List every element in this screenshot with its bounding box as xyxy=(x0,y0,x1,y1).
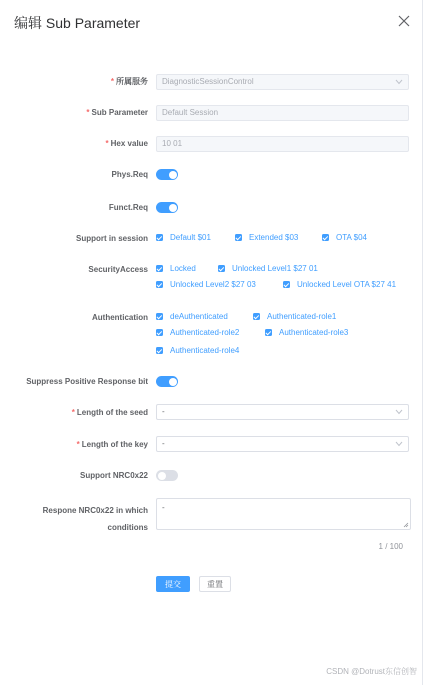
nrc-conditions-value: - xyxy=(162,503,165,512)
authentication-label: Authentication xyxy=(92,313,148,322)
checkbox-unlocked-level2[interactable]: Unlocked Level2 $27 03 xyxy=(156,280,256,289)
checkbox-checked-icon xyxy=(156,281,163,288)
watermark: CSDN @Dotrust东信创智 xyxy=(326,667,417,676)
phys-req-switch[interactable] xyxy=(156,169,178,180)
nrc-conditions-label-line2: conditions xyxy=(107,523,148,532)
checkbox-checked-icon xyxy=(156,329,163,336)
switch-knob xyxy=(169,171,177,179)
checkbox-auth-role2[interactable]: Authenticated-role2 xyxy=(156,328,239,337)
hex-value-label: * Hex value xyxy=(105,139,148,148)
chevron-down-icon xyxy=(395,441,403,447)
checkbox-checked-icon xyxy=(283,281,290,288)
hex-value-placeholder: 10 01 xyxy=(162,139,183,148)
checkbox-checked-icon xyxy=(253,313,260,320)
checkbox-checked-icon xyxy=(218,265,225,272)
checkbox-auth-role4[interactable]: Authenticated-role4 xyxy=(156,346,239,355)
checkbox-unlocked-level1[interactable]: Unlocked Level1 $27 01 xyxy=(218,264,318,273)
sub-parameter-label: * Sub Parameter xyxy=(86,108,148,117)
dialog-title: 编辑 Sub Parameter xyxy=(14,15,141,31)
phys-req-label: Phys.Req xyxy=(111,170,148,179)
checkbox-default-01[interactable]: Default $01 xyxy=(156,233,211,242)
submit-button[interactable]: 提交 xyxy=(156,576,190,592)
close-icon[interactable] xyxy=(393,10,415,32)
checkbox-unlocked-level-ota[interactable]: Unlocked Level OTA $27 41 xyxy=(283,280,396,289)
checkbox-checked-icon xyxy=(156,234,163,241)
service-label: * 所属服务 xyxy=(110,77,148,86)
security-access-label: SecurityAccess xyxy=(88,265,148,274)
checkbox-ota-04[interactable]: OTA $04 xyxy=(322,233,367,242)
service-select[interactable] xyxy=(156,74,409,90)
nrc-conditions-label xyxy=(0,502,148,536)
char-counter: 1 / 100 xyxy=(378,542,403,551)
seed-length-select[interactable] xyxy=(156,404,409,420)
dialog-header xyxy=(0,0,423,44)
checkbox-checked-icon xyxy=(156,313,163,320)
switch-knob xyxy=(169,378,177,386)
key-length-select[interactable] xyxy=(156,436,409,452)
sub-parameter-placeholder: Default Session xyxy=(162,108,219,117)
support-nrc-switch[interactable] xyxy=(156,470,178,481)
chevron-down-icon xyxy=(395,79,403,85)
checkbox-checked-icon xyxy=(156,347,163,354)
hex-value-input[interactable] xyxy=(156,136,409,152)
service-select-value: DiagnosticSessionControl xyxy=(162,77,254,86)
checkbox-auth-role3[interactable]: Authenticated-role3 xyxy=(265,328,348,337)
checkbox-locked[interactable]: Locked xyxy=(156,264,196,273)
chevron-down-icon xyxy=(395,409,403,415)
checkbox-checked-icon xyxy=(265,329,272,336)
key-length-value: - xyxy=(162,439,165,448)
checkbox-checked-icon xyxy=(322,234,329,241)
checkbox-checked-icon xyxy=(156,265,163,272)
switch-knob xyxy=(158,472,166,480)
nrc-conditions-label-line1: Respone NRC0x22 in which xyxy=(42,506,148,515)
checkbox-auth-role1[interactable]: Authenticated-role1 xyxy=(253,312,336,321)
funct-req-label: Funct.Req xyxy=(108,203,148,212)
switch-knob xyxy=(169,204,177,212)
nrc-conditions-textarea[interactable] xyxy=(156,498,411,530)
checkbox-checked-icon xyxy=(235,234,242,241)
funct-req-switch[interactable] xyxy=(156,202,178,213)
reset-button[interactable]: 重置 xyxy=(199,576,231,592)
seed-length-value: - xyxy=(162,407,165,416)
support-nrc-label: Support NRC0x22 xyxy=(79,471,148,480)
checkbox-deauthenticated[interactable]: deAuthenticated xyxy=(156,312,228,321)
suppress-label: Suppress Positive Response bit xyxy=(26,377,148,386)
sub-parameter-input[interactable] xyxy=(156,105,409,121)
support-in-session-label: Support in session xyxy=(75,234,148,243)
resize-handle-icon[interactable] xyxy=(403,522,409,528)
key-length-label: * Length of the key xyxy=(76,440,148,449)
seed-length-label: * Length of the seed xyxy=(71,408,148,417)
suppress-switch[interactable] xyxy=(156,376,178,387)
checkbox-extended-03[interactable]: Extended $03 xyxy=(235,233,298,242)
